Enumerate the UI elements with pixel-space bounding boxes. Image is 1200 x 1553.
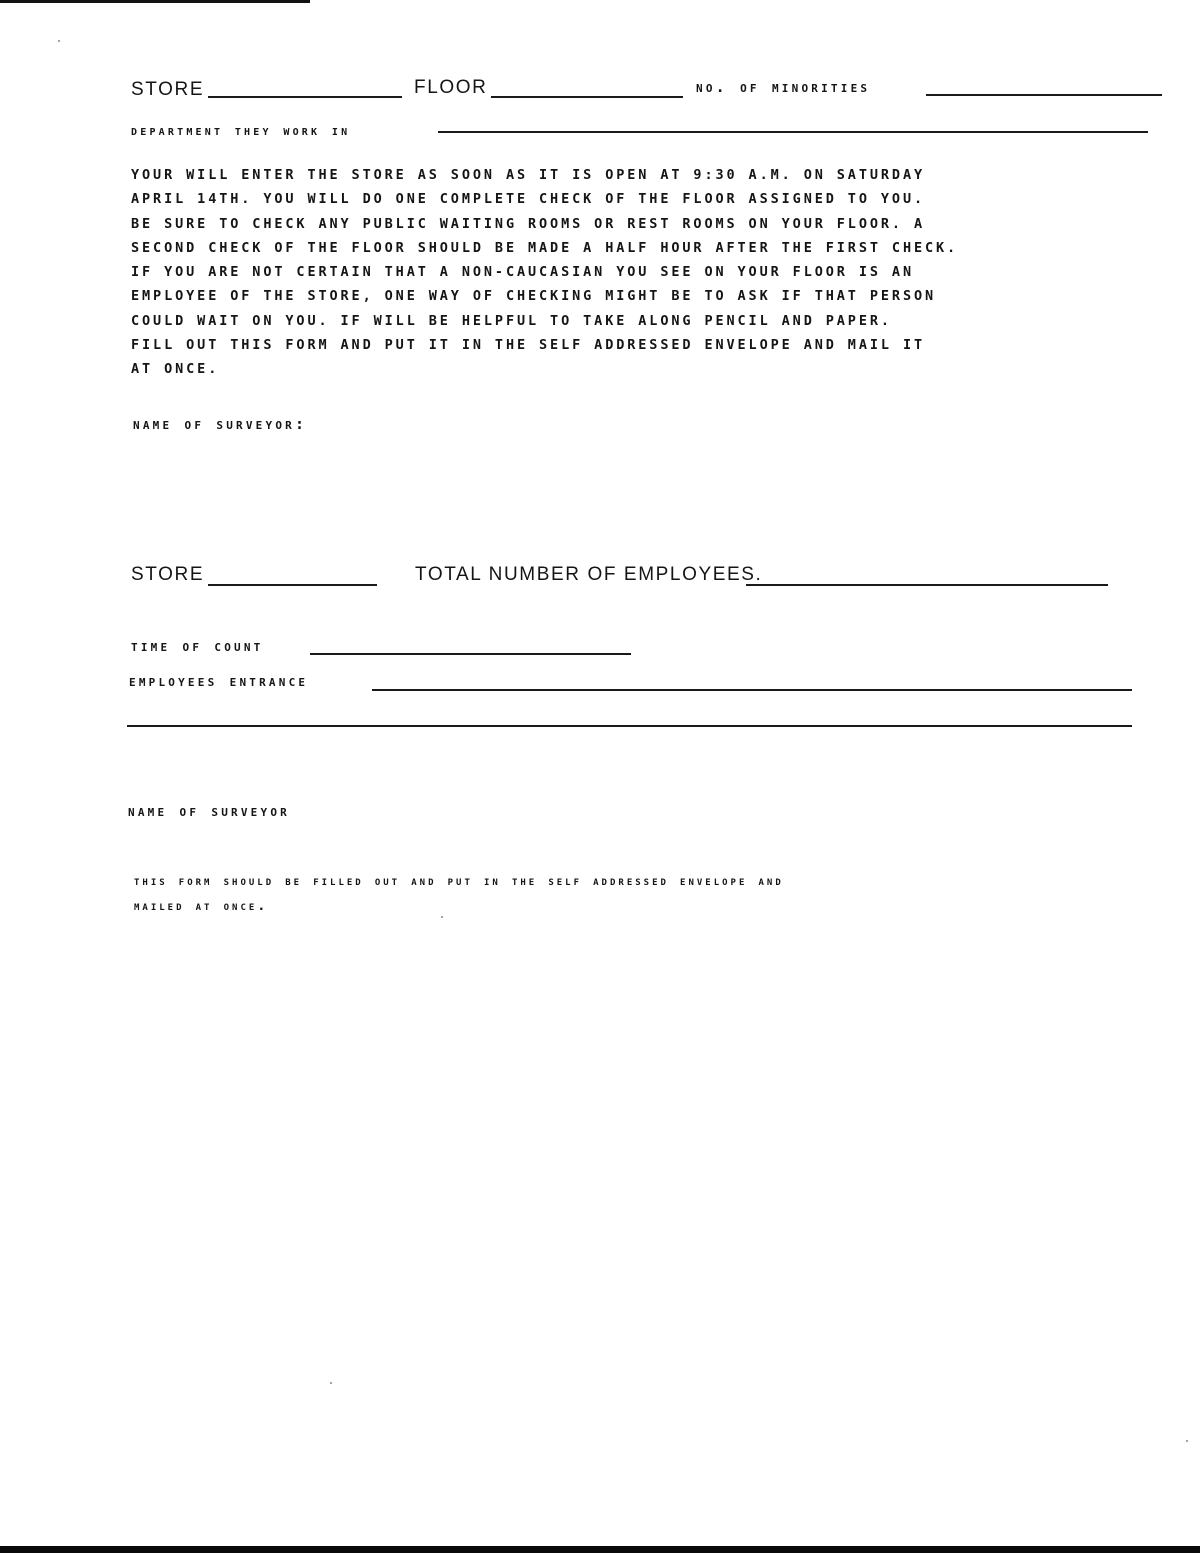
store-label: STORE <box>131 79 205 100</box>
instructions-paragraph: YOUR WILL ENTER THE STORE AS SOON AS IT IS OPEN AT 9:30 A.M. ON SATURDAY APRIL 14TH. YOU WILL DO ONE COMPLETE CHECK OF THE FLOOR ASSIGNED TO YOU. BE SURE TO CHECK ANY PUBLIC WAITING ROOMS OR REST ROOMS ON YOUR FLOOR. A SECOND CHECK OF THE FLOOR SHOULD BE MADE A HALF HOUR AFTER THE FIRST CHECK. IF YOU ARE NOT CERTAIN THAT A NON-CAUCASIAN YOU SEE ON YOUR FLOOR IS AN EMPLOYEE OF THE STORE, ONE WAY OF CHECKING MIGHT BE TO ASK IF THAT PERSON COULD WAIT ON YOU. IF WILL BE HELPFUL TO TAKE ALONG PENCIL AND PAPER. FILL OUT THIS FORM AND PUT IT IN THE SELF ADDRESSED ENVELOPE AND MAIL IT AT ONCE. <box>131 167 959 378</box>
surveyor-label: name of surveyor: <box>133 415 308 433</box>
minorities-label: no. of minorities <box>696 78 871 96</box>
scan-speck <box>441 916 443 918</box>
footer-instruction-line-2: mailed at once. <box>134 898 269 914</box>
store-input-line[interactable] <box>208 96 402 98</box>
employees-entrance-label: employees entrance <box>129 672 309 690</box>
scan-edge-top <box>0 0 310 3</box>
total-employees-label: TOTAL NUMBER OF EMPLOYEES. <box>415 564 763 585</box>
store-input-line-2[interactable] <box>208 584 377 586</box>
total-employees-input-line[interactable] <box>746 584 1108 586</box>
scan-edge-bottom <box>0 1546 1200 1553</box>
department-label: department they work in <box>131 123 351 139</box>
department-input-line[interactable] <box>438 131 1148 133</box>
scan-speck <box>58 40 60 42</box>
surveyor-label-2: name of surveyor <box>128 802 290 820</box>
scan-speck <box>1186 1440 1188 1442</box>
time-of-count-input-line[interactable] <box>310 653 631 655</box>
employees-entrance-input-line[interactable] <box>372 689 1132 691</box>
employees-entrance-input-line-2[interactable] <box>127 725 1132 727</box>
floor-input-line[interactable] <box>491 96 683 98</box>
footer-instruction-line-1: this form should be filled out and put in the self addressed envelope and <box>134 873 784 889</box>
store-label-2: STORE <box>131 564 205 585</box>
floor-label: FLOOR <box>414 77 488 98</box>
scan-speck <box>330 1382 332 1384</box>
time-of-count-label: time of count <box>131 637 264 655</box>
minorities-input-line[interactable] <box>926 94 1162 96</box>
